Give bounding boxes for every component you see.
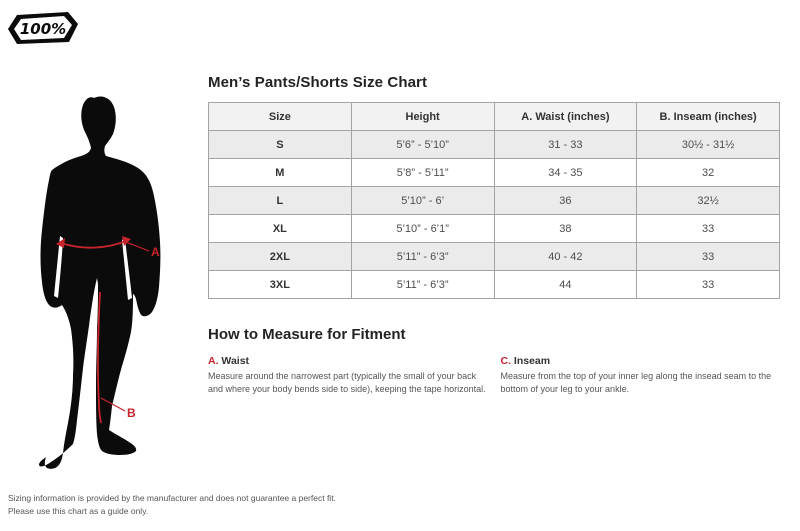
cell-height: 5’11” - 6’3” bbox=[351, 243, 494, 271]
cell-height: 5’8” - 5’11” bbox=[351, 159, 494, 187]
column-header-waist: A. Waist (inches) bbox=[494, 103, 637, 131]
table-row bbox=[209, 187, 780, 215]
measure-name: Waist bbox=[221, 355, 250, 367]
column-header-inseam: B. Inseam (inches) bbox=[637, 103, 780, 131]
cell-height: 5’10” - 6’1” bbox=[351, 215, 494, 243]
cell-size: 3XL bbox=[209, 271, 352, 299]
table-header-row bbox=[209, 103, 780, 131]
cell-size: M bbox=[209, 159, 352, 187]
table-row bbox=[209, 131, 780, 159]
cell-waist: 40 - 42 bbox=[494, 243, 637, 271]
cell-inseam: 32½ bbox=[637, 187, 780, 215]
disclaimer-footer bbox=[8, 492, 336, 518]
column-header-size: Size bbox=[209, 103, 352, 131]
disclaimer-line-2: Please use this chart as a guide only. bbox=[8, 505, 149, 516]
cell-waist: 44 bbox=[494, 271, 637, 299]
cell-waist: 31 - 33 bbox=[494, 131, 637, 159]
cell-size: XL bbox=[209, 215, 352, 243]
table-row bbox=[209, 159, 780, 187]
table-row bbox=[209, 215, 780, 243]
disclaimer-line-1: Sizing information is provided by the manufacturer and does not guarantee a perfect fit. bbox=[8, 493, 336, 503]
cell-inseam: 33 bbox=[637, 215, 780, 243]
cell-height: 5’10” - 6’ bbox=[351, 187, 494, 215]
brand-logo-100-icon bbox=[8, 10, 78, 46]
measure-item-inseam bbox=[501, 355, 784, 396]
cell-waist: 34 - 35 bbox=[494, 159, 637, 187]
cell-inseam: 33 bbox=[637, 243, 780, 271]
measure-columns bbox=[208, 355, 783, 396]
measure-letter: A. bbox=[208, 355, 219, 367]
cell-size: L bbox=[209, 187, 352, 215]
column-header-height: Height bbox=[351, 103, 494, 131]
cell-waist: 38 bbox=[494, 215, 637, 243]
size-chart-table bbox=[208, 102, 780, 299]
inseam-label-b: B bbox=[127, 406, 136, 420]
cell-size: 2XL bbox=[209, 243, 352, 271]
measure-letter: C. bbox=[500, 355, 511, 367]
table-row bbox=[209, 243, 780, 271]
measure-item-title bbox=[208, 355, 491, 367]
cell-inseam: 33 bbox=[637, 271, 780, 299]
measurement-figure bbox=[30, 78, 205, 472]
cell-inseam: 30½ - 31½ bbox=[637, 131, 780, 159]
measure-description: Measure around the narrowest part (typically the small of your back and where your body bends side to side), keeping the tape horizontal. bbox=[208, 371, 486, 395]
measure-item-waist bbox=[208, 355, 491, 396]
measure-section-heading: How to Measure for Fitment bbox=[208, 326, 406, 343]
logo-text: 100% bbox=[19, 20, 67, 38]
cell-waist: 36 bbox=[494, 187, 637, 215]
page-title: Men’s Pants/Shorts Size Chart bbox=[208, 74, 428, 91]
waist-label-a: A bbox=[151, 245, 160, 259]
measure-description: Measure from the top of your inner leg along the insead seam to the bottom of your leg to your ankle. bbox=[500, 371, 772, 395]
cell-height: 5’6” - 5’10” bbox=[351, 131, 494, 159]
table-row bbox=[209, 271, 780, 299]
measure-name: Inseam bbox=[513, 355, 551, 367]
measure-item-title bbox=[501, 355, 784, 367]
cell-height: 5’11” - 6’3” bbox=[351, 271, 494, 299]
main-content bbox=[208, 74, 783, 396]
cell-size: S bbox=[209, 131, 352, 159]
cell-inseam: 32 bbox=[637, 159, 780, 187]
